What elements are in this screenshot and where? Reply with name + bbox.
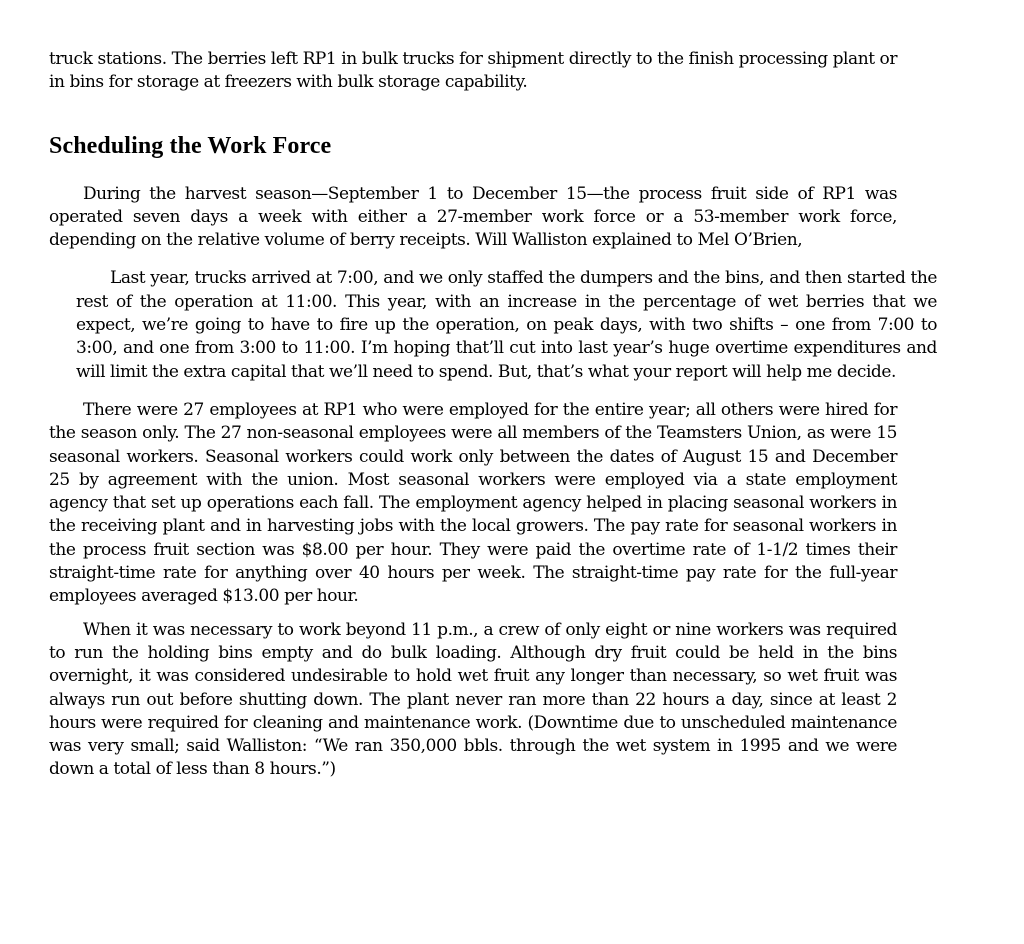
opening-paragraph: truck stations. The berries left RP1 in bulk trucks for shipment directly to the finish processing plant or in bins for storage at freezers with bulk storage capability.	[49, 49, 897, 93]
section-heading: Scheduling the Work Force	[49, 132, 332, 159]
block-quote-walliston: Last year, trucks arrived at 7:00, and we only staffed the dumpers and the bins, and then started the rest of the operation at 11:00. This year, with an increase in the percentage of wet berries that we expect, we’re going to have to fire up the operation, on peak days, with two shifts – one from 7:00 to 3:00, and one from 3:00 to 11:00. I’m hoping that’ll cut into last year’s huge overtime expenditures and will limit the extra capital that we’ll need to spend. But, that’s what your report will help me decide.	[76, 268, 937, 382]
document-page	[49, 48, 937, 782]
paragraph-employees: There were 27 employees at RP1 who were employed for the entire year; all others were hired for the season only. The 27 non-seasonal employees were all members of the Teamsters Union, as were 15 seasonal workers. Seasonal workers could work only between the dates of August 15 and December 25 by agreement with the union. Most seasonal workers were employed via a state employment agency that set up operations each fall. The employment agency helped in placing seasonal workers in the receiving plant and in harvesting jobs with the local growers. The pay rate for seasonal workers in the process fruit section was $8.00 per hour. They were paid the overtime rate of 1-1/2 times their straight-time rate for anything over 40 hours per week. The straight-time pay rate for the full-year employees averaged $13.00 per hour.	[49, 399, 897, 607]
paragraph-harvest-season: During the harvest season—September 1 to December 15—the process fruit side of RP1 was operated seven days a week with either a 27-member work force or a 53-member work force, depending on the relative volume of berry receipts. Will Walliston explained to Mel O’Brien,	[49, 183, 897, 251]
paragraph-overnight-crew: When it was necessary to work beyond 11 p.m., a crew of only eight or nine workers was required to run the holding bins empty and do bulk loading. Although dry fruit could be held in the bins overnight, it was considered undesirable to hold wet fruit any longer than necessary, so wet fruit was always run out before shutting down. The plant never ran more than 22 hours a day, since at least 2 hours were required for cleaning and maintenance work. (Downtime due to unscheduled maintenance was very small; said Walliston: “We ran 350,000 bbls. through the wet system in 1995 and we were down a total of less than 8 hours.”)	[49, 619, 897, 780]
